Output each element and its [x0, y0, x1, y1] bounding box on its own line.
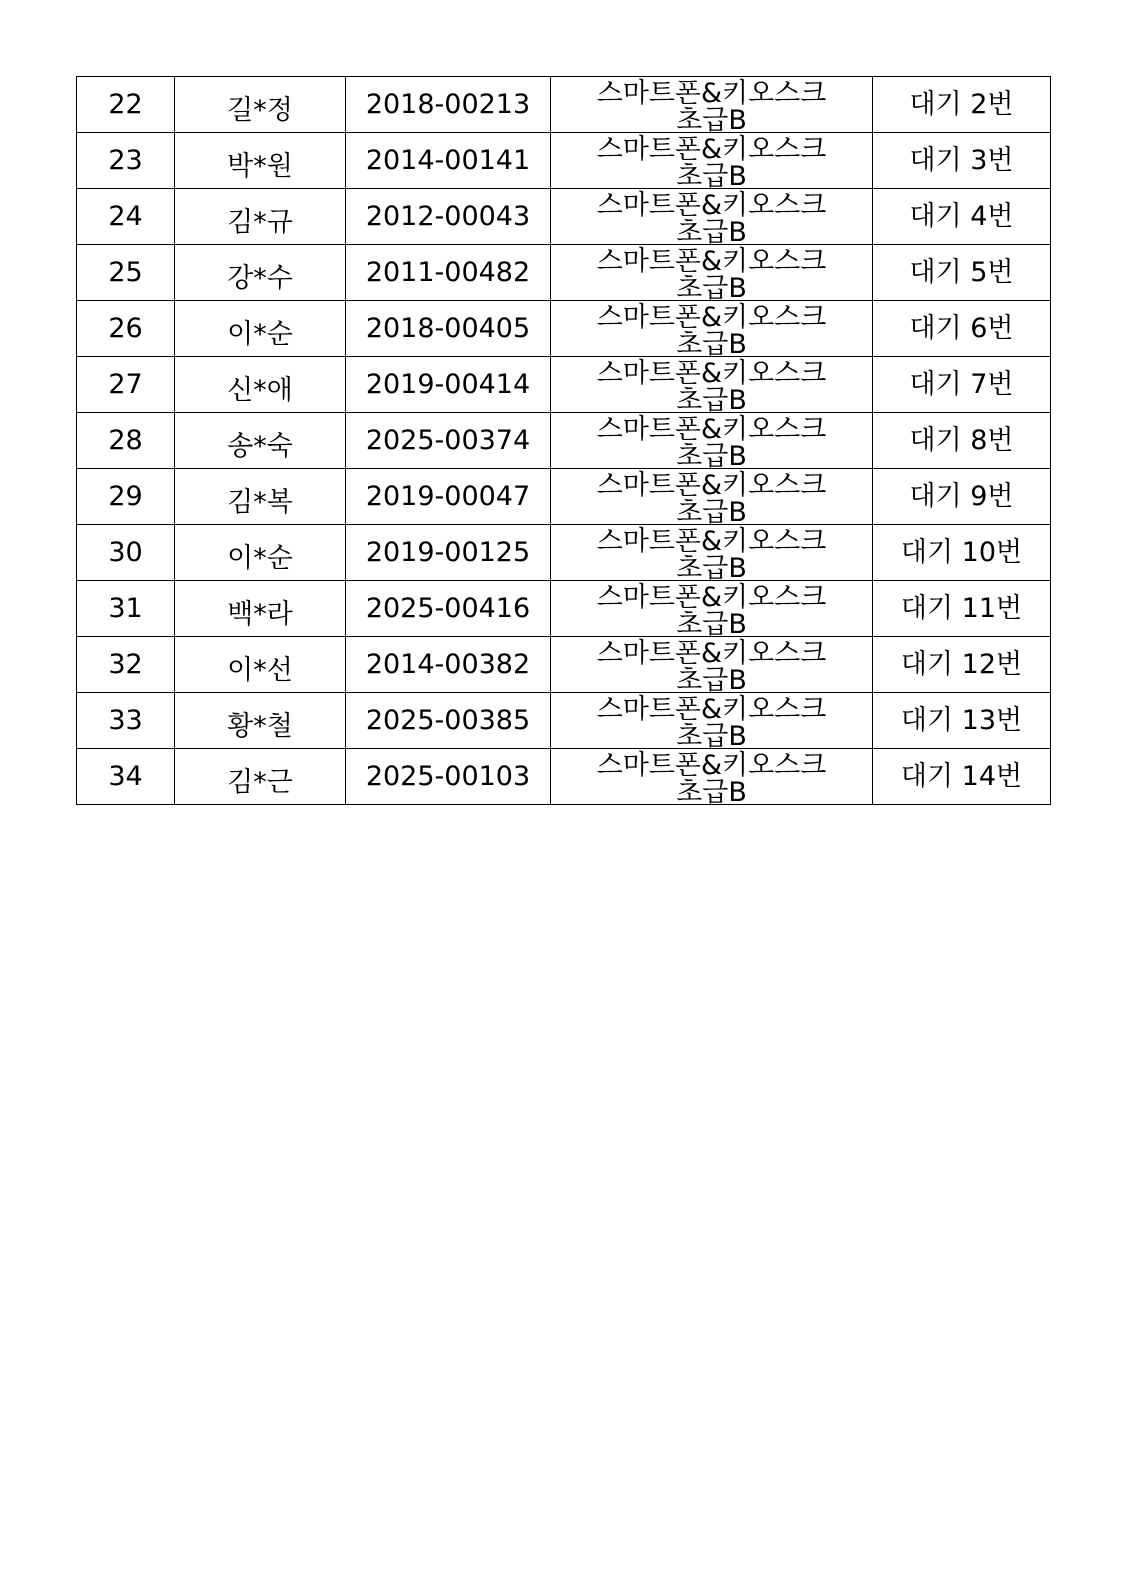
course-name	[551, 77, 872, 133]
waitlist-status-cell	[873, 357, 1051, 413]
course-name-line1: 스마트폰&키오스크	[596, 301, 827, 333]
member-id: 2025-00416	[365, 593, 531, 624]
applicant-name: 김*복	[227, 487, 293, 518]
course-name-line1: 스마트폰&키오스크	[596, 357, 827, 389]
member-id-cell	[346, 581, 551, 637]
applicant-name: 이*선	[227, 655, 293, 686]
row-number-cell	[77, 637, 175, 693]
row-number-cell	[77, 469, 175, 525]
member-id-cell	[346, 301, 551, 357]
member-id: 2019-00414	[365, 369, 531, 400]
waitlist-status: 대기 8번	[909, 425, 1014, 456]
member-id: 2014-00382	[365, 649, 531, 680]
member-id: 2018-00213	[365, 89, 531, 120]
applicant-name-cell	[175, 581, 346, 637]
course-name-cell	[551, 525, 873, 581]
applicant-name-cell	[175, 77, 346, 133]
waitlist-status: 대기 13번	[900, 705, 1023, 736]
course-name	[551, 469, 872, 525]
waitlist-status-cell	[873, 469, 1051, 525]
applicant-name: 강*수	[227, 263, 293, 294]
waitlist-status-cell	[873, 189, 1051, 245]
table-row	[77, 301, 1051, 357]
course-name	[551, 637, 872, 693]
applicant-name-cell	[175, 525, 346, 581]
course-name-line2: 초급B	[676, 272, 747, 301]
row-number: 31	[108, 593, 143, 624]
course-name-line2: 초급B	[676, 104, 747, 133]
waitlist-status: 대기 3번	[909, 145, 1014, 176]
course-name-line2: 초급B	[676, 552, 747, 581]
applicant-name: 황*철	[227, 711, 293, 742]
course-name-cell	[551, 581, 873, 637]
course-name	[551, 525, 872, 581]
row-number-cell	[77, 581, 175, 637]
course-name-line2: 초급B	[676, 776, 747, 805]
applicant-name-cell	[175, 413, 346, 469]
row-number: 25	[108, 257, 143, 288]
table-row	[77, 581, 1051, 637]
applicant-name: 백*라	[227, 599, 293, 630]
table-row	[77, 133, 1051, 189]
row-number: 33	[108, 705, 143, 736]
row-number: 27	[108, 369, 143, 400]
member-id: 2025-00374	[365, 425, 531, 456]
row-number-cell	[77, 413, 175, 469]
course-name-cell	[551, 469, 873, 525]
applicant-name-cell	[175, 693, 346, 749]
member-id-cell	[346, 77, 551, 133]
waitlist-table-body	[77, 77, 1051, 805]
row-number: 26	[108, 313, 143, 344]
row-number: 32	[108, 649, 143, 680]
course-name-line2: 초급B	[676, 664, 747, 693]
applicant-name-cell	[175, 189, 346, 245]
table-row	[77, 413, 1051, 469]
course-name	[551, 413, 872, 469]
course-name	[551, 133, 872, 189]
course-name	[551, 749, 872, 805]
table-row	[77, 77, 1051, 133]
row-number-cell	[77, 693, 175, 749]
document-page	[76, 76, 1050, 805]
applicant-name-cell	[175, 357, 346, 413]
course-name-line1: 스마트폰&키오스크	[596, 637, 827, 669]
course-name-line2: 초급B	[676, 608, 747, 637]
course-name	[551, 189, 872, 245]
course-name-cell	[551, 357, 873, 413]
waitlist-status: 대기 9번	[909, 481, 1014, 512]
course-name-line2: 초급B	[676, 216, 747, 245]
course-name-line2: 초급B	[676, 328, 747, 357]
waitlist-status-cell	[873, 301, 1051, 357]
waitlist-status-cell	[873, 413, 1051, 469]
course-name	[551, 581, 872, 637]
row-number-cell	[77, 133, 175, 189]
row-number: 24	[108, 201, 143, 232]
course-name-line2: 초급B	[676, 440, 747, 469]
table-row	[77, 245, 1051, 301]
course-name-line1: 스마트폰&키오스크	[596, 413, 827, 445]
table-row	[77, 357, 1051, 413]
row-number: 22	[108, 89, 143, 120]
member-id: 2025-00103	[365, 761, 531, 792]
member-id-cell	[346, 637, 551, 693]
waitlist-status-cell	[873, 77, 1051, 133]
member-id: 2011-00482	[365, 257, 531, 288]
table-row	[77, 469, 1051, 525]
course-name-line2: 초급B	[676, 160, 747, 189]
waitlist-status: 대기 4번	[909, 201, 1014, 232]
applicant-name: 길*정	[227, 95, 293, 126]
waitlist-status: 대기 14번	[900, 761, 1023, 792]
applicant-name: 이*순	[227, 319, 293, 350]
table-row	[77, 189, 1051, 245]
applicant-name-cell	[175, 133, 346, 189]
table-row	[77, 637, 1051, 693]
member-id-cell	[346, 749, 551, 805]
course-name	[551, 357, 872, 413]
applicant-name-cell	[175, 469, 346, 525]
course-name-line2: 초급B	[676, 496, 747, 525]
course-name-line1: 스마트폰&키오스크	[596, 133, 827, 165]
course-name-cell	[551, 413, 873, 469]
waitlist-status-cell	[873, 581, 1051, 637]
course-name-line2: 초급B	[676, 720, 747, 749]
table-row	[77, 693, 1051, 749]
waitlist-status: 대기 6번	[909, 313, 1014, 344]
course-name-line2: 초급B	[676, 384, 747, 413]
waitlist-status: 대기 7번	[909, 369, 1014, 400]
waitlist-status-cell	[873, 133, 1051, 189]
course-name-line1: 스마트폰&키오스크	[596, 77, 827, 109]
course-name-line1: 스마트폰&키오스크	[596, 749, 827, 781]
row-number-cell	[77, 77, 175, 133]
course-name-cell	[551, 693, 873, 749]
course-name-cell	[551, 133, 873, 189]
course-name-line1: 스마트폰&키오스크	[596, 581, 827, 613]
row-number: 29	[108, 481, 143, 512]
waitlist-status-cell	[873, 525, 1051, 581]
member-id-cell	[346, 189, 551, 245]
waitlist-status-cell	[873, 693, 1051, 749]
course-name	[551, 693, 872, 749]
course-name-cell	[551, 301, 873, 357]
course-name	[551, 301, 872, 357]
waitlist-status-cell	[873, 245, 1051, 301]
applicant-name-cell	[175, 245, 346, 301]
applicant-name: 박*원	[227, 151, 293, 182]
row-number: 23	[108, 145, 143, 176]
course-name-cell	[551, 245, 873, 301]
waitlist-status-cell	[873, 749, 1051, 805]
course-name-cell	[551, 749, 873, 805]
course-name-line1: 스마트폰&키오스크	[596, 693, 827, 725]
row-number-cell	[77, 245, 175, 301]
member-id: 2018-00405	[365, 313, 531, 344]
member-id: 2025-00385	[365, 705, 531, 736]
applicant-name: 김*규	[227, 207, 293, 238]
table-row	[77, 525, 1051, 581]
row-number-cell	[77, 525, 175, 581]
applicant-name: 송*숙	[227, 431, 293, 462]
member-id-cell	[346, 245, 551, 301]
course-name-line1: 스마트폰&키오스크	[596, 245, 827, 277]
applicant-name-cell	[175, 749, 346, 805]
waitlist-status: 대기 10번	[900, 537, 1023, 568]
row-number: 28	[108, 425, 143, 456]
row-number-cell	[77, 749, 175, 805]
waitlist-status-cell	[873, 637, 1051, 693]
table-row	[77, 749, 1051, 805]
waitlist-status: 대기 12번	[900, 649, 1023, 680]
member-id-cell	[346, 469, 551, 525]
applicant-name-cell	[175, 301, 346, 357]
row-number: 30	[108, 537, 143, 568]
waitlist-table	[76, 76, 1051, 805]
row-number-cell	[77, 301, 175, 357]
row-number-cell	[77, 357, 175, 413]
course-name-cell	[551, 189, 873, 245]
row-number: 34	[108, 761, 143, 792]
applicant-name: 이*순	[227, 543, 293, 574]
applicant-name: 김*근	[227, 767, 293, 798]
waitlist-status: 대기 2번	[909, 89, 1014, 120]
member-id-cell	[346, 357, 551, 413]
member-id: 2019-00125	[365, 537, 531, 568]
course-name	[551, 245, 872, 301]
applicant-name: 신*애	[227, 375, 293, 406]
member-id-cell	[346, 133, 551, 189]
course-name-cell	[551, 77, 873, 133]
member-id: 2014-00141	[365, 145, 531, 176]
course-name-line1: 스마트폰&키오스크	[596, 469, 827, 501]
applicant-name-cell	[175, 637, 346, 693]
course-name-cell	[551, 637, 873, 693]
member-id-cell	[346, 413, 551, 469]
member-id-cell	[346, 525, 551, 581]
row-number-cell	[77, 189, 175, 245]
member-id-cell	[346, 693, 551, 749]
course-name-line1: 스마트폰&키오스크	[596, 189, 827, 221]
waitlist-status: 대기 5번	[909, 257, 1014, 288]
waitlist-status: 대기 11번	[900, 593, 1023, 624]
member-id: 2019-00047	[365, 481, 531, 512]
member-id: 2012-00043	[365, 201, 531, 232]
course-name-line1: 스마트폰&키오스크	[596, 525, 827, 557]
